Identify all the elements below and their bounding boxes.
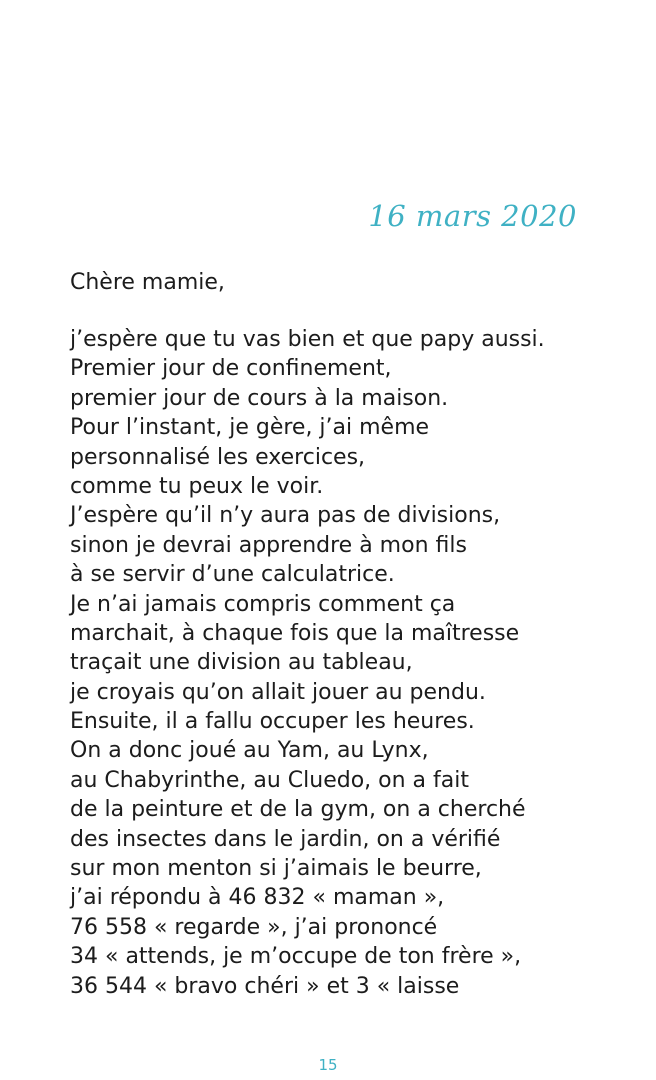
letter-line: traçait une division au tableau,	[70, 650, 413, 676]
letter-line: On a donc joué au Yam, au Lynx,	[70, 738, 429, 764]
letter-line: Je n’ai jamais compris comment ça	[70, 591, 456, 617]
letter-line: 34 « attends, je m’occupe de ton frère »,	[70, 944, 522, 970]
letter-line: Ensuite, il a fallu occuper les heures.	[70, 709, 475, 735]
letter-line: J’espère qu’il n’y aura pas de divisions,	[70, 503, 501, 529]
letter-line: je croyais qu’on allait jouer au pendu.	[70, 679, 486, 705]
letter-line: j’ai répondu à 46 832 « maman »,	[70, 885, 445, 911]
letter-line: 36 544 « bravo chéri » et 3 « laisse	[70, 973, 460, 999]
letter-line: premier jour de cours à la maison.	[70, 385, 449, 411]
letter-line: au Chabyrinthe, au Cluedo, on a fait	[70, 767, 469, 793]
letter-line: personnalisé les exercices,	[70, 444, 366, 470]
letter-body	[70, 325, 590, 1001]
letter-line: Premier jour de confinement,	[70, 356, 392, 382]
letter-line: comme tu peux le voir.	[70, 473, 324, 499]
letter-line: à se servir d’une calculatrice.	[70, 562, 395, 588]
page-number: 15	[318, 1056, 338, 1074]
letter-line: de la peinture et de la gym, on a cherché	[70, 797, 526, 823]
letter-date: 16 mars 2020	[368, 199, 577, 233]
letter-greeting: Chère mamie,	[70, 270, 225, 295]
letter-line: sinon je devrai apprendre à mon fils	[70, 532, 467, 558]
letter-line: Pour l’instant, je gère, j’ai même	[70, 415, 430, 441]
letter-line: sur mon menton si j’aimais le beurre,	[70, 856, 482, 882]
letter-line: 76 558 « regarde », j’ai prononcé	[70, 914, 438, 940]
letter-line: des insectes dans le jardin, on a vérifié	[70, 826, 501, 852]
letter-line: marchait, à chaque fois que la maîtresse	[70, 620, 520, 646]
letter-line: j’espère que tu vas bien et que papy aussi.	[70, 327, 545, 352]
